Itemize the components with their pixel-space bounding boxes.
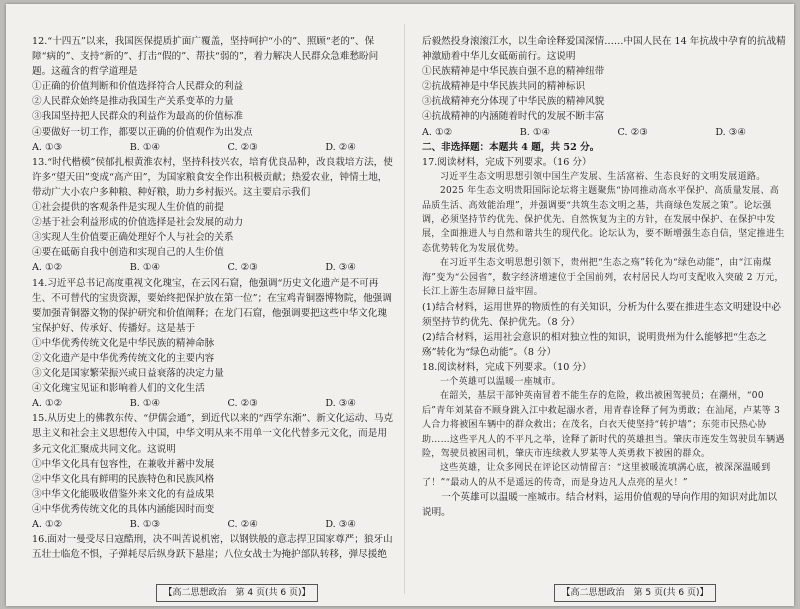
q12-statement-1: ①正确的价值判断和价值选择符合人民群众的利益 <box>32 81 244 93</box>
q15-options <box>32 517 396 532</box>
q17-material-3: 在习近平生态文明思想引领下，贵州把“生态之殇”转化为“绿色动能”，由“江南煤海”变为“公园省”，数字经济增速位于全国前列，农村居民人均可支配收入突破 2 万元，长江上游生态屏障日益牢固。 <box>422 258 784 298</box>
q12-option-d[interactable]: D. ②④ <box>325 141 356 153</box>
q14-stem: 14.习近平总书记高度重视文化瑰宝，在云冈石窟，他强调“历史文化遗产是不可再生、不可替代的宝贵资源，要始终把保护放在第一位”；在宝鸡青铜器博物院，他强调要加强青铜器文物的保护研究和价值阐释；在龙门石窟，他强调要把这些中华文化瑰宝保护好、传承好、传播好。这是基于 <box>32 277 392 334</box>
q16-option-b[interactable]: B. ①④ <box>519 126 551 138</box>
q13-stem: 13.“时代楷模”侯郁扎根黄淮农村，坚持科技兴农，培育优良品种，改良栽培方法，使许多“望天田”变成“高产田”，为国家粮食安全作出积极贡献；热爱农业，钟情土地，带动广大小农户多种粮、种好粮，助力乡村振兴。这主要启示我们 <box>32 156 393 198</box>
q14-statement-2: ②文化遗产是中华优秀传统文化的主要内容 <box>32 352 215 364</box>
q17-material-2: 2025 年生态文明贵阳国际论坛将主题聚焦“协同推动高水平保护、高质量发展、高品质生活、高效能治理”，并强调要“共筑生态文明之基，共商绿色发展之策”。论坛强调，必须坚持节约优先、保护优先、自然恢复为主的方针，在发展中保护、在保护中发展，全面推进人与自然和谐共生的现代化。论坛认为，要不断增强生态自信，坚定推进生态优势转化为发展优势。 <box>422 186 785 254</box>
q15-statement-1: ①中华文化具有包容性，在兼收并蓄中发展 <box>32 458 215 470</box>
q14-statement-4: ④文化瑰宝见证和影响着人们的文化生活 <box>32 383 205 395</box>
q16-option-c[interactable]: C. ②③ <box>617 126 648 138</box>
q14-option-d[interactable]: D. ③④ <box>325 398 356 410</box>
q16-option-d[interactable]: D. ③④ <box>715 126 746 138</box>
page-5 <box>422 34 786 582</box>
q12-option-b[interactable]: B. ①④ <box>129 141 161 153</box>
q13-statement-1: ①社会提供的客观条件是实现人生价值的前提 <box>32 202 224 214</box>
q16-stem: 16.面对一曼受尽日寇酷刑，决不叫苦说机密，以钢铁般的意志捍卫国家尊严；狼牙山五壮士临危不惧，子弹耗尽后纵身跃下悬崖；八位女战士为掩护部队转移，弹尽援绝 <box>32 534 393 561</box>
q18-material-2: 这些英雄，让众多网民在评论区动情留言：“这里被暖流填满心底，被深深温暖到了！”“最动人的从不是遥远的传奇，而是身边凡人点亮的星火！” <box>422 463 771 488</box>
q18-title: 一个英雄可以温暖一座城市。 <box>440 376 561 387</box>
q17-heading: 17.阅读材料，完成下列要求。（16 分） <box>422 156 592 168</box>
q17-material-1: 习近平生态文明思想引领中国生产发展、生活富裕、生态良好的文明发展道路。 <box>440 171 766 182</box>
q13-statement-4: ④要在砥砺自我中创造和实现自己的人生价值 <box>32 247 224 259</box>
exam-sheet <box>6 4 794 606</box>
q15-stem: 15.从历史上的佛教东传、“伊儒会通”，到近代以来的“西学东渐”、新文化运动、马克思主义和社会主义思想传入中国，中华文明从来不用单一文化代替多元文化，而是用多元文化汇聚成共同文化。这说明 <box>32 413 394 455</box>
q16-statement-2: ②抗战精神是中华民族共同的精神标识 <box>422 81 586 93</box>
q13-statement-2: ②基于社会利益形成的价值选择是社会发展的动力 <box>32 217 244 229</box>
q15-option-a[interactable]: A. ①② <box>32 519 63 530</box>
q17-requirement-1: (1)结合材料，运用世界的物质性的有关知识，分析为什么要在推进生态文明建设中必须坚持节约优先、保护优先。（8 分） <box>422 301 781 328</box>
q12-statement-2: ②人民群众始终是推动我国生产关系变革的力量 <box>32 96 234 108</box>
q15-statement-3: ③中华文化能吸收借鉴外来文化的有益成果 <box>32 488 215 500</box>
page-divider <box>404 24 405 594</box>
q18-requirement: 一个英雄可以温暖一座城市。结合材料，运用价值观的导向作用的知识对此加以说明。 <box>422 492 777 519</box>
page-4-footer: 【高二思想政治 第 4 页(共 6 页)】 <box>156 584 318 602</box>
q14-statement-3: ③文化是国家繁荣振兴或日益衰落的决定力量 <box>32 368 224 380</box>
q14-option-c[interactable]: C. ②③ <box>227 398 258 410</box>
q15-statement-2: ②中华文化具有鲜明的民族特色和民族风格 <box>32 473 215 485</box>
q16-statement-3: ③抗战精神充分体现了中华民族的精神风貌 <box>422 96 605 108</box>
q16-option-a[interactable]: A. ①② <box>422 126 453 138</box>
section-heading: 二、非选择题：本题共 4 题，共 52 分。 <box>422 141 600 153</box>
q13-option-a[interactable]: A. ①② <box>32 262 63 274</box>
q13-option-b[interactable]: B. ①④ <box>129 262 161 274</box>
q18-material-1: 在韶关，基层干部钟英南冒着不能生存的危险，救出被困驾驶员；在潮州，“00 后”青年刘某奋不顾身跳入江中救起溺水者，用青春诠释了何为勇敢；在汕尾，卢某等 3 人合力将被困车辆中的群众救出；在茂名，白衣天使坚持“转护墙”；东莞市民热心协助……这些平凡人的不平凡之举，诠释了新时代的英雄担当。肇庆市连发生驾驶员车辆遇险，驾驶员被困司机，肇庆市连续救人罗某等人英勇救下被困的群众。 <box>422 391 785 459</box>
q16-continued: 后毅然投身滚滚江水，以生命诠释爱国深情……中国人民在 14 年抗战中孕育的抗战精神激励着中华儿女砥砺前行。这说明 <box>422 36 786 63</box>
q12-statement-3: ③我国坚持把人民群众的利益作为最高的价值标准 <box>32 111 244 123</box>
q15-option-b[interactable]: B. ①③ <box>129 519 161 530</box>
q17-requirement-2: (2)结合材料，运用社会意识的相对独立性的知识，说明贵州为什么能够把“生态之殇”转化为“绿色动能”。（8 分） <box>422 331 767 358</box>
q14-option-b[interactable]: B. ①④ <box>129 398 161 410</box>
page-4 <box>32 34 396 582</box>
q14-options <box>32 396 396 411</box>
q15-option-d[interactable]: D. ③④ <box>325 519 356 530</box>
q13-statement-3: ③实现人生价值要正确处理好个人与社会的关系 <box>32 232 234 244</box>
page-5-footer: 【高二思想政治 第 5 页(共 6 页)】 <box>554 584 716 602</box>
q12-stem: 12.“十四五”以来，我国医保提质扩面广覆盖，坚持呵护“小的”、照顾“老的”、保障“病的”、支持“新的”、打击“假的”、帮扶“弱的”，着力解决人民群众急难愁盼问题。这蕴含的哲学道理是 <box>32 36 379 78</box>
q15-statement-4: ④中华优秀传统文化的具体内涵能因时而变 <box>32 503 215 515</box>
q12-option-a[interactable]: A. ①③ <box>32 141 63 153</box>
q12-option-c[interactable]: C. ②③ <box>227 141 258 153</box>
q13-options <box>32 260 396 275</box>
q16-options <box>422 125 786 140</box>
q14-statement-1: ①中华优秀传统文化是中华民族的精神命脉 <box>32 337 215 349</box>
q16-statement-1: ①民族精神是中华民族自强不息的精神纽带 <box>422 66 605 78</box>
q12-options <box>32 140 396 155</box>
q16-statement-4: ④抗战精神的内涵随着时代的发展不断丰富 <box>422 111 605 123</box>
q15-option-c[interactable]: C. ②④ <box>227 519 258 530</box>
q12-statement-4: ④要做好一切工作，都要以正确的价值观作为出发点 <box>32 126 253 138</box>
q13-option-c[interactable]: C. ②③ <box>227 262 258 274</box>
q18-heading: 18.阅读材料，完成下列要求。（10 分） <box>422 361 592 373</box>
q14-option-a[interactable]: A. ①② <box>32 398 63 410</box>
q13-option-d[interactable]: D. ③④ <box>325 262 356 274</box>
